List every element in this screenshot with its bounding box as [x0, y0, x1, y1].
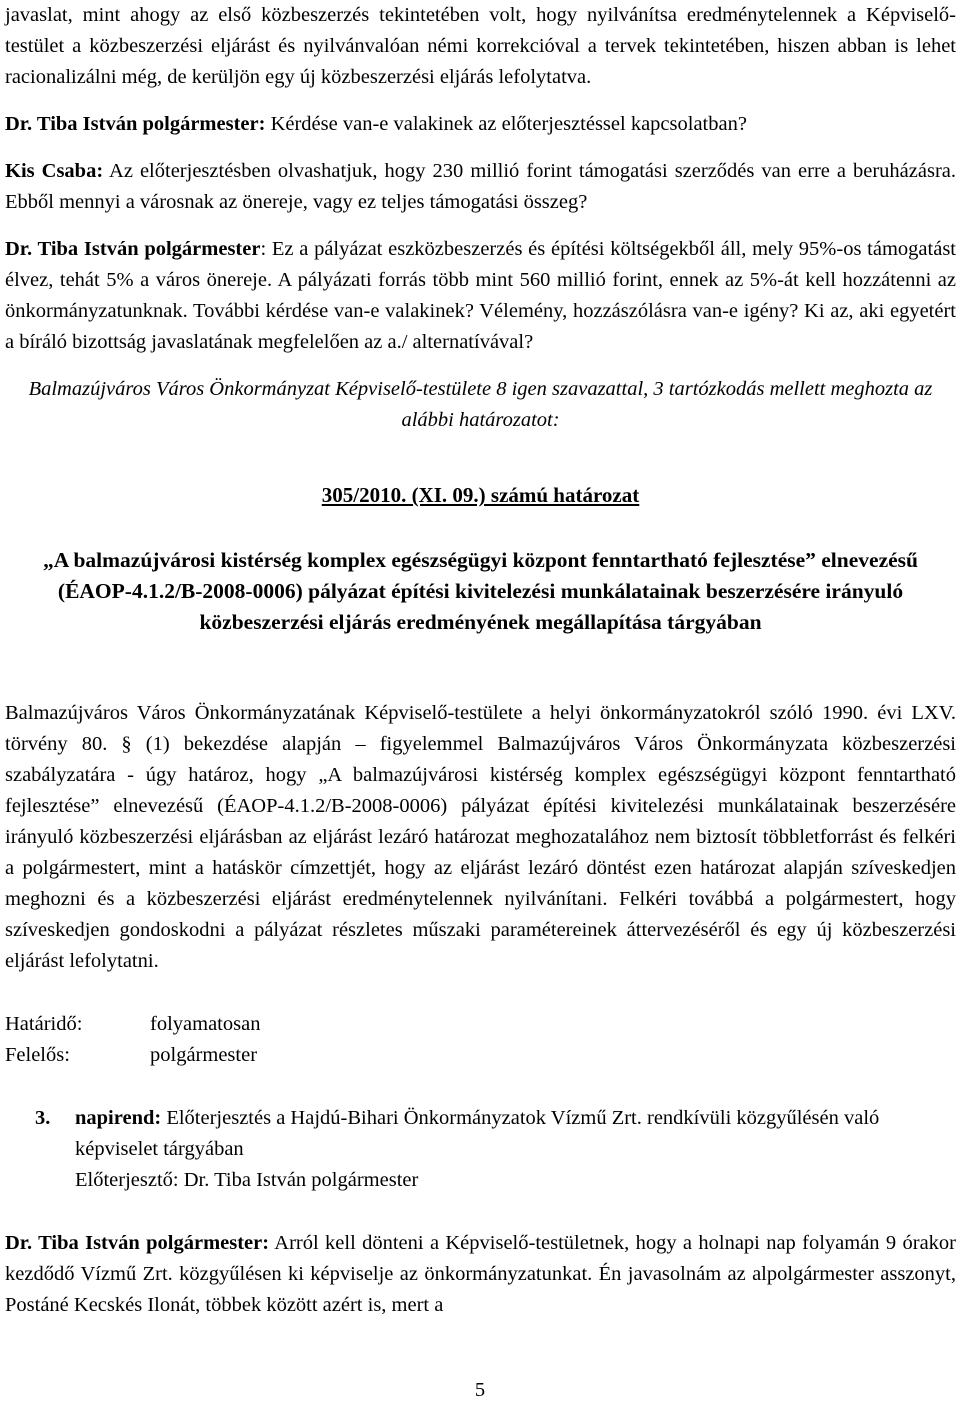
paragraph-mayor-proposal [5, 1228, 956, 1321]
speech-text: Az előterjesztésben olvashatjuk, hogy 230 millió forint támogatási szerződés van erre a beruházásra. Ebből mennyi a városnak az önereje, vagy ez teljes támogatási összeg? [5, 160, 956, 213]
speaker-name: Dr. Tiba István polgármester: [5, 113, 266, 135]
deadline-block [5, 1009, 956, 1071]
deadline-row [5, 1009, 956, 1040]
deadline-label: Határidő: [5, 1013, 83, 1035]
resolution-body: Balmazújváros Város Önkormányzatának Képviselő-testülete a helyi önkormányzatokról szóló 1990. évi LXV. törvény 80. § (1) bekezdése alapján – figyelemmel Balmazújváros Város Önkormányzata közbeszerzési szabályzatára - úgy határoz, hogy „A balmazújvárosi kistérség komplex egészségügyi központ fenntartható fejlesztése” elnevezésű (ÉAOP-4.1.2/B-2008-0006) pályázat építési kivitelezési munkálatainak beszerzésére irányuló közbeszerzési eljárásban az eljárást lezáró határozat meghozatalához nem biztosít többletforrást és felkéri a polgármestert, mint a hatáskör címzettjét, hogy az eljárást lezáró döntést ezen határozat alapján szíveskedjen meghozni és a közbeszerzési eljárást eredménytelennek nyilvánítani. Felkéri továbbá a polgármestert, hogy szíveskedjen gondoskodni a pályázat részletes műszaki paramétereinek áttervezéséről és egy új közbeszerzési eljárást lefolytatni. [5, 702, 956, 972]
speech-text: : Ez a pályázat eszközbeszerzés és építési költségekből áll, mely 95%-os támogatást élvez, tehát 5% a város önereje. A pályázati forrás több mint 560 millió forint, ennek az 5%-át kell hozzátenni az önkormányzatunknak. További kérdése van-e valakinek? Vélemény, hozzászólásra van-e igény? Ki az, aki egyetért a bíráló bizottság javaslatának megfelelően az a./ alternatívával? [5, 238, 956, 353]
paragraph-kis-csaba [5, 156, 956, 218]
paragraph-mayor-question [5, 109, 956, 140]
document-page [5, 0, 956, 1321]
resolution-number: 305/2010. (XI. 09.) számú határozat [321, 483, 640, 507]
responsible-value: polgármester [150, 1044, 258, 1066]
paragraph-intro: javaslat, mint ahogy az első közbeszerzés tekintetében volt, hogy nyilvánítsa eredménytelennek a Képviselő-testület a közbeszerzési eljárást és nyilvánvalóan némi korrekcióval a tervek tekintetében, hiszen abban is lehet racionalizálni még, de kerüljön egy új közbeszerzési eljárás lefolytatva. [5, 4, 956, 88]
speaker-name: Dr. Tiba István polgármester [5, 238, 261, 260]
speaker-name: Kis Csaba: [5, 160, 104, 182]
agenda-item [5, 1103, 956, 1196]
speech-text: Kérdése van-e valakinek az előterjesztéssel kapcsolatban? [265, 113, 747, 135]
agenda-presenter: Előterjesztő: Dr. Tiba István polgármester [75, 1169, 419, 1191]
deadline-value: folyamatosan [150, 1013, 261, 1035]
page-number: 5 [474, 1379, 486, 1401]
speech-text: Arról kell dönteni a Képviselő-testületnek, hogy a holnapi nap folyamán 9 órakor kezdődő Vízmű Zrt. közgyűlésen ki képviselje az önkormányzatunkat. Én javasolnám az alpolgármester asszonyt, Postáné Kecskés Ilonát, többek között azért is, mert a [5, 1232, 956, 1316]
vote-result: Balmazújváros Város Önkormányzat Képviselő-testülete 8 igen szavazattal, 3 tartózkodás mellett meghozta az alábbi határozatot: [28, 378, 933, 431]
responsible-label: Felelős: [5, 1044, 70, 1066]
speaker-name: Dr. Tiba István polgármester: [5, 1232, 270, 1254]
resolution-title: „A balmazújvárosi kistérség komplex egészségügyi központ fenntartható fejlesztése” elnevezésű (ÉAOP-4.1.2/B-2008-0006) pályázat építési kivitelezési munkálatainak beszerzésére irányuló közbeszerzési eljárás eredményének megállapítása tárgyában [42, 548, 918, 634]
responsible-row [5, 1040, 956, 1071]
agenda-text: Előterjesztés a Hajdú-Bihari Önkormányzatok Vízmű Zrt. rendkívüli közgyűlésén való képviselet tárgyában [75, 1107, 880, 1160]
agenda-title [75, 1103, 956, 1165]
agenda-label: napirend: [75, 1107, 162, 1129]
paragraph-mayor-answer [5, 234, 956, 358]
agenda-number: 3. [35, 1107, 51, 1129]
